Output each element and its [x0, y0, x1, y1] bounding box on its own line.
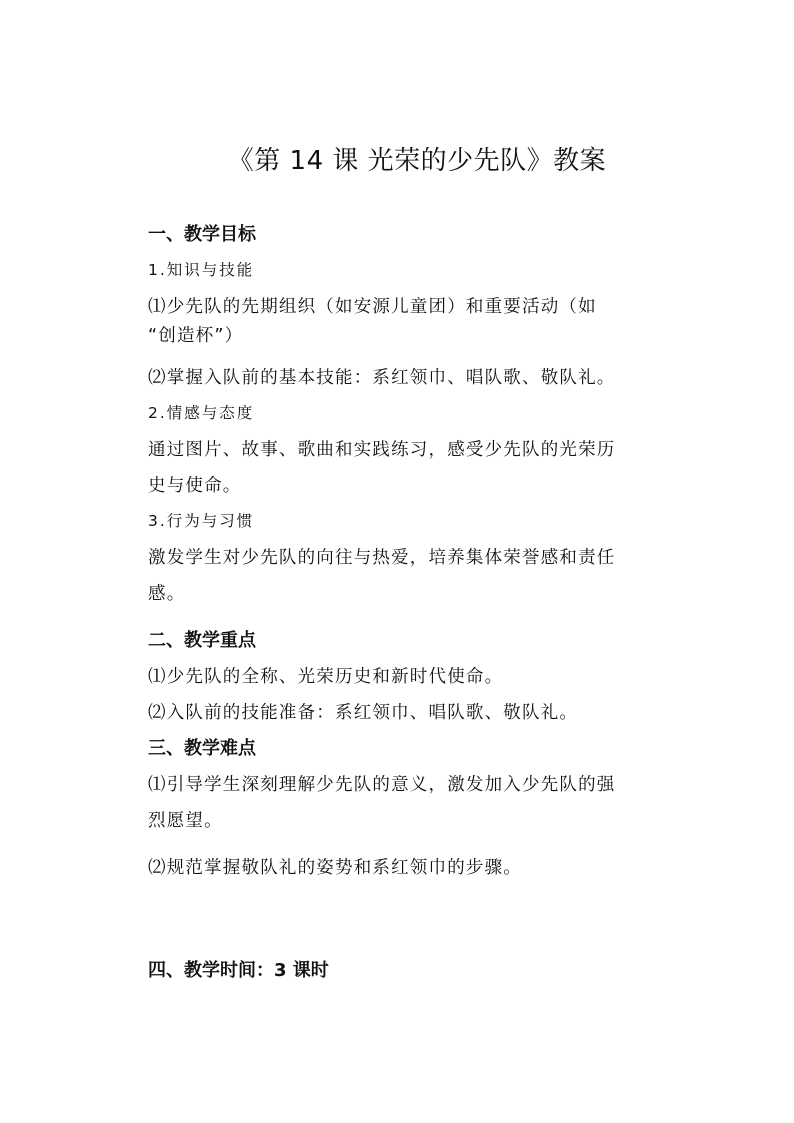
document-title: 《第 14 课 光荣的少先队》教案 — [227, 146, 607, 176]
paragraph-line: 烈愿望。 — [148, 811, 223, 831]
paragraph-line: 通过图片、故事、歌曲和实践练习，感受少先队的光荣历 — [148, 440, 616, 460]
section-heading-difficulties: 三、教学难点 — [148, 738, 256, 759]
paragraph-line: 激发学生对少先队的向往与热爱，培养集体荣誉感和责任 — [148, 548, 616, 568]
section-heading-objectives: 一、教学目标 — [148, 224, 256, 245]
paragraph-line: ⑴少先队的先期组织（如安源儿童团）和重要活动（如 — [148, 297, 597, 317]
paragraph-line: 感。 — [148, 584, 186, 604]
subheading-knowledge-skills: 1.知识与技能 — [148, 261, 255, 279]
paragraph-line: 史与使命。 — [148, 476, 242, 496]
subheading-emotion-attitude: 2.情感与态度 — [148, 404, 255, 422]
subheading-behavior-habits: 3.行为与习惯 — [148, 512, 255, 530]
section-heading-key-points: 二、教学重点 — [148, 630, 256, 651]
paragraph-line: “创造杯”） — [148, 326, 244, 346]
paragraph-line: ⑵入队前的技能准备：系红领巾、唱队歌、敬队礼。 — [148, 703, 579, 723]
section-heading-teaching-time: 四、教学时间：3 课时 — [148, 960, 329, 981]
paragraph-line: ⑴引导学生深刻理解少先队的意义，激发加入少先队的强 — [148, 775, 616, 795]
paragraph-line: ⑴少先队的全称、光荣历史和新时代使命。 — [148, 667, 504, 687]
paragraph-line: ⑵掌握入队前的基本技能：系红领巾、唱队歌、敬队礼。 — [148, 368, 616, 388]
paragraph-line: ⑵规范掌握敬队礼的姿势和系红领巾的步骤。 — [148, 858, 522, 878]
